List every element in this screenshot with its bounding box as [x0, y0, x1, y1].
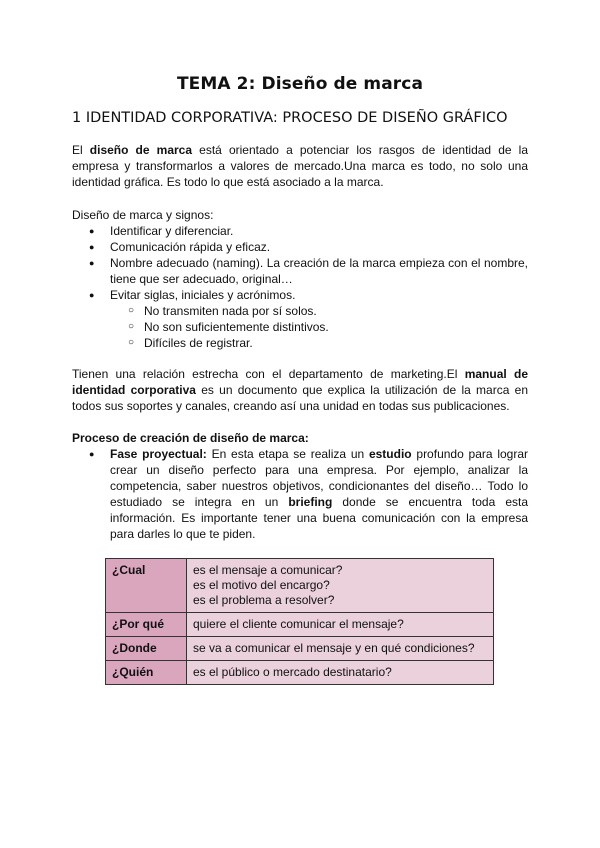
- list-item: ● Identificar y diferenciar.: [72, 223, 528, 239]
- phase-bold-b: briefing: [288, 495, 333, 509]
- process-section: [72, 430, 528, 542]
- table-line: es el problema a resolver?: [193, 593, 335, 607]
- table-line: es el motivo del encargo?: [193, 578, 330, 592]
- table-key-cell: ¿Quién: [106, 661, 187, 685]
- signs-heading: Diseño de marca y signos:: [72, 208, 214, 222]
- process-heading: Proceso de creación de diseño de marca:: [72, 431, 309, 445]
- table-line: quiere el cliente comunicar el mensaje?: [193, 617, 404, 631]
- table-key-cell: ¿Por qué: [106, 613, 187, 637]
- process-list: [72, 446, 528, 542]
- table-value-cell: [187, 637, 494, 661]
- page-title: TEMA 2: Diseño de marca: [176, 74, 424, 94]
- phase-label: Fase proyectual:: [110, 447, 207, 461]
- table-line: se va a comunicar el mensaje y en qué condiciones?: [193, 641, 475, 655]
- list-item-text: Evitar siglas, iniciales y acrónimos.: [110, 288, 296, 302]
- sub-list-item: ○ Difíciles de registrar.: [72, 335, 528, 351]
- intro-paragraph: [72, 142, 528, 190]
- list-item: ● Comunicación rápida y eficaz.: [72, 239, 528, 255]
- phase-bold-a: estudio: [368, 447, 412, 461]
- manual-bold: manual de identidad corporativa: [72, 367, 528, 397]
- list-item: [72, 287, 528, 351]
- phase-text-b: profundo para lograr crear un diseño perfecto para una empresa. Por ejemplo, analizar la competencia, saber nuestros objetivos, condicionantes del diseño… Todo lo estudiado se integra en un: [110, 447, 528, 509]
- phase-text-a: En esta etapa se realiza un: [206, 447, 369, 461]
- table-key-cell: ¿Cual: [106, 559, 187, 613]
- table-line: es el público o mercado destinatario?: [193, 665, 392, 679]
- table-row: [106, 559, 494, 613]
- phase-text-c: donde se encuentra toda esta información. Es importante tener una buena comunicación con la empresa para darles lo que te piden.: [110, 495, 528, 541]
- manual-lead: Tienen una relación estrecha con el departamento de marketing.El: [72, 367, 465, 381]
- intro-bold: diseño de marca: [89, 143, 193, 157]
- list-item: [72, 446, 528, 542]
- intro-lead: El: [72, 143, 90, 157]
- table-key-cell: ¿Donde: [106, 637, 187, 661]
- table-row: [106, 613, 494, 637]
- intro-rest: está orientado a potenciar los rasgos de identidad de la empresa y transformarlos a valores de mercado.Una marca es todo, no solo una identidad gráfica. Es todo lo que está asociado a la marca.: [72, 143, 528, 189]
- manual-paragraph: [72, 366, 528, 414]
- manual-rest: es un documento que explica la utilización de la marca en todos sus soportes y canales, creando así una unidad en todas sus publicaciones.: [72, 383, 528, 413]
- sub-list-item: ○ No transmiten nada por sí solos.: [72, 303, 528, 319]
- table-value-cell: [187, 559, 494, 613]
- table-value-cell: [187, 661, 494, 685]
- section-heading: 1 IDENTIDAD CORPORATIVA: PROCESO DE DISEÑO GRÁFICO: [72, 110, 508, 126]
- table-row: [106, 637, 494, 661]
- table-line: es el mensaje a comunicar?: [193, 563, 343, 577]
- questions-table: [105, 558, 494, 685]
- signs-section: [72, 207, 528, 351]
- sub-list-item: ○ No son suficientemente distintivos.: [72, 319, 528, 335]
- sub-list: [110, 303, 528, 351]
- signs-list: [72, 223, 528, 351]
- table-row: [106, 661, 494, 685]
- table-value-cell: [187, 613, 494, 637]
- list-item: ● Nombre adecuado (naming). La creación de la marca empieza con el nombre, tiene que ser adecuado, original…: [72, 255, 528, 287]
